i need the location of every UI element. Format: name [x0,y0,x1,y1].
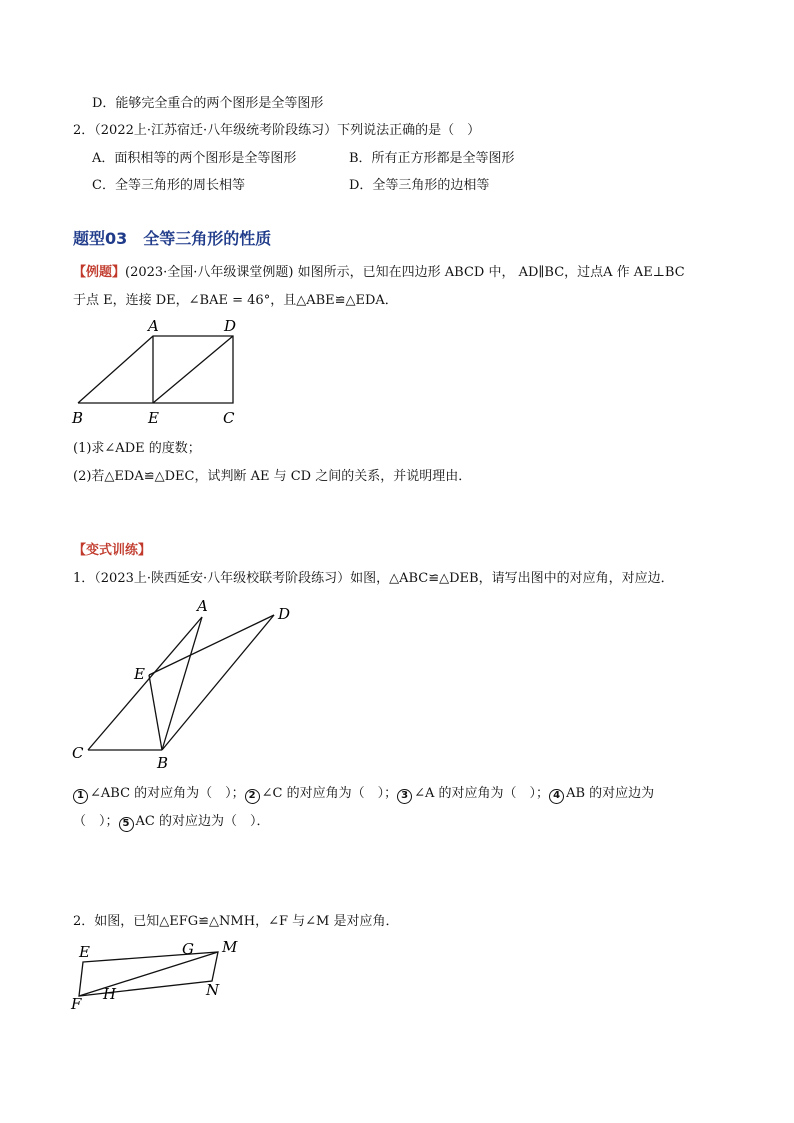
figure-quadrilateral [60,315,260,430]
segment-ed [149,615,274,675]
blank-5: AC 的对应边为（ ）． [135,814,270,829]
section-title: 题型03 全等三角形的性质 [73,229,272,248]
variant-p1-blanks-1 [73,785,654,804]
label-e2: E [134,665,145,683]
label-d: D [224,317,237,335]
blank-1: ∠ABC 的对应角为（ ）； [90,786,245,801]
circled-number-1: 1 [73,789,88,804]
q2-option-b: B．所有正方形都是全等图形 [349,151,515,166]
label-e: E [148,409,159,427]
variant-p1-stem: 1．（2023上·陕西延安·八年级校联考阶段练习）如图，△ABC≌△DEB，请写出图中的对应角，对应边． [73,571,674,586]
example-line-1 [73,264,685,282]
q2-option-d: D．全等三角形的边相等 [349,178,490,193]
q2-option-a: A．面积相等的两个图形是全等图形 [92,151,297,166]
example-q2: (2)若△EDA≌△DEC，试判断 AE 与 CD 之间的关系，并说明理由． [73,469,472,484]
segment-ba [162,617,202,750]
variant-p1-blanks-2 [73,813,269,832]
q2-stem: 2．（2022上·江苏宿迁·八年级统考阶段练习）下列说法正确的是（ ） [73,123,481,138]
prev-option-d: D．能够完全重合的两个图形是全等图形 [92,96,324,111]
label-c2: C [72,744,84,762]
blank-4-paren: （ ）； [73,814,119,829]
blank-4: AB 的对应边为 [566,786,655,801]
label-e3: E [79,943,90,961]
label-f3: F [71,995,82,1013]
q2-option-c: C．全等三角形的周长相等 [92,178,245,193]
variant-tag: 【变式训练】 [73,543,152,558]
label-b2: B [157,754,169,772]
label-g3: G [182,940,194,958]
segment-bd [162,615,274,750]
example-q1: (1)求∠ADE 的度数； [73,441,201,456]
label-a2: A [197,597,208,615]
circled-number-2: 2 [245,789,260,804]
example-tag: 【例题】 [73,265,126,280]
example-line-2: 于点 E，连接 DE，∠BAE = 46°，且△ABE≌△EDA． [73,293,398,308]
segment-fm [79,952,218,996]
circled-number-5: 5 [119,817,134,832]
label-b: B [72,409,84,427]
figure-efg-nmh [65,935,255,1015]
circled-number-3: 3 [397,789,412,804]
label-m3: M [222,938,238,956]
segment-eb [149,675,162,750]
label-a: A [148,317,159,335]
quad-outline [78,336,233,403]
label-n3: N [206,981,220,999]
label-d2: D [278,605,291,623]
figure-triangles [65,595,305,775]
circled-number-4: 4 [549,789,564,804]
blank-2: ∠C 的对应角为（ ）； [261,786,398,801]
segment-de [153,336,233,403]
variant-p2-stem: 2．如图，已知△EFG≌△NMH，∠F 与∠M 是对应角． [73,914,399,929]
label-c: C [223,409,235,427]
segment-ca [88,617,202,750]
label-h3: H [103,985,117,1003]
example-text-1: (2023·全国·八年级课堂例题) 如图所示，已知在四边形 ABCD 中， AD∥BC，过点A 作 AE⊥BC [125,265,685,280]
blank-3: ∠A 的对应角为（ ）； [414,786,550,801]
